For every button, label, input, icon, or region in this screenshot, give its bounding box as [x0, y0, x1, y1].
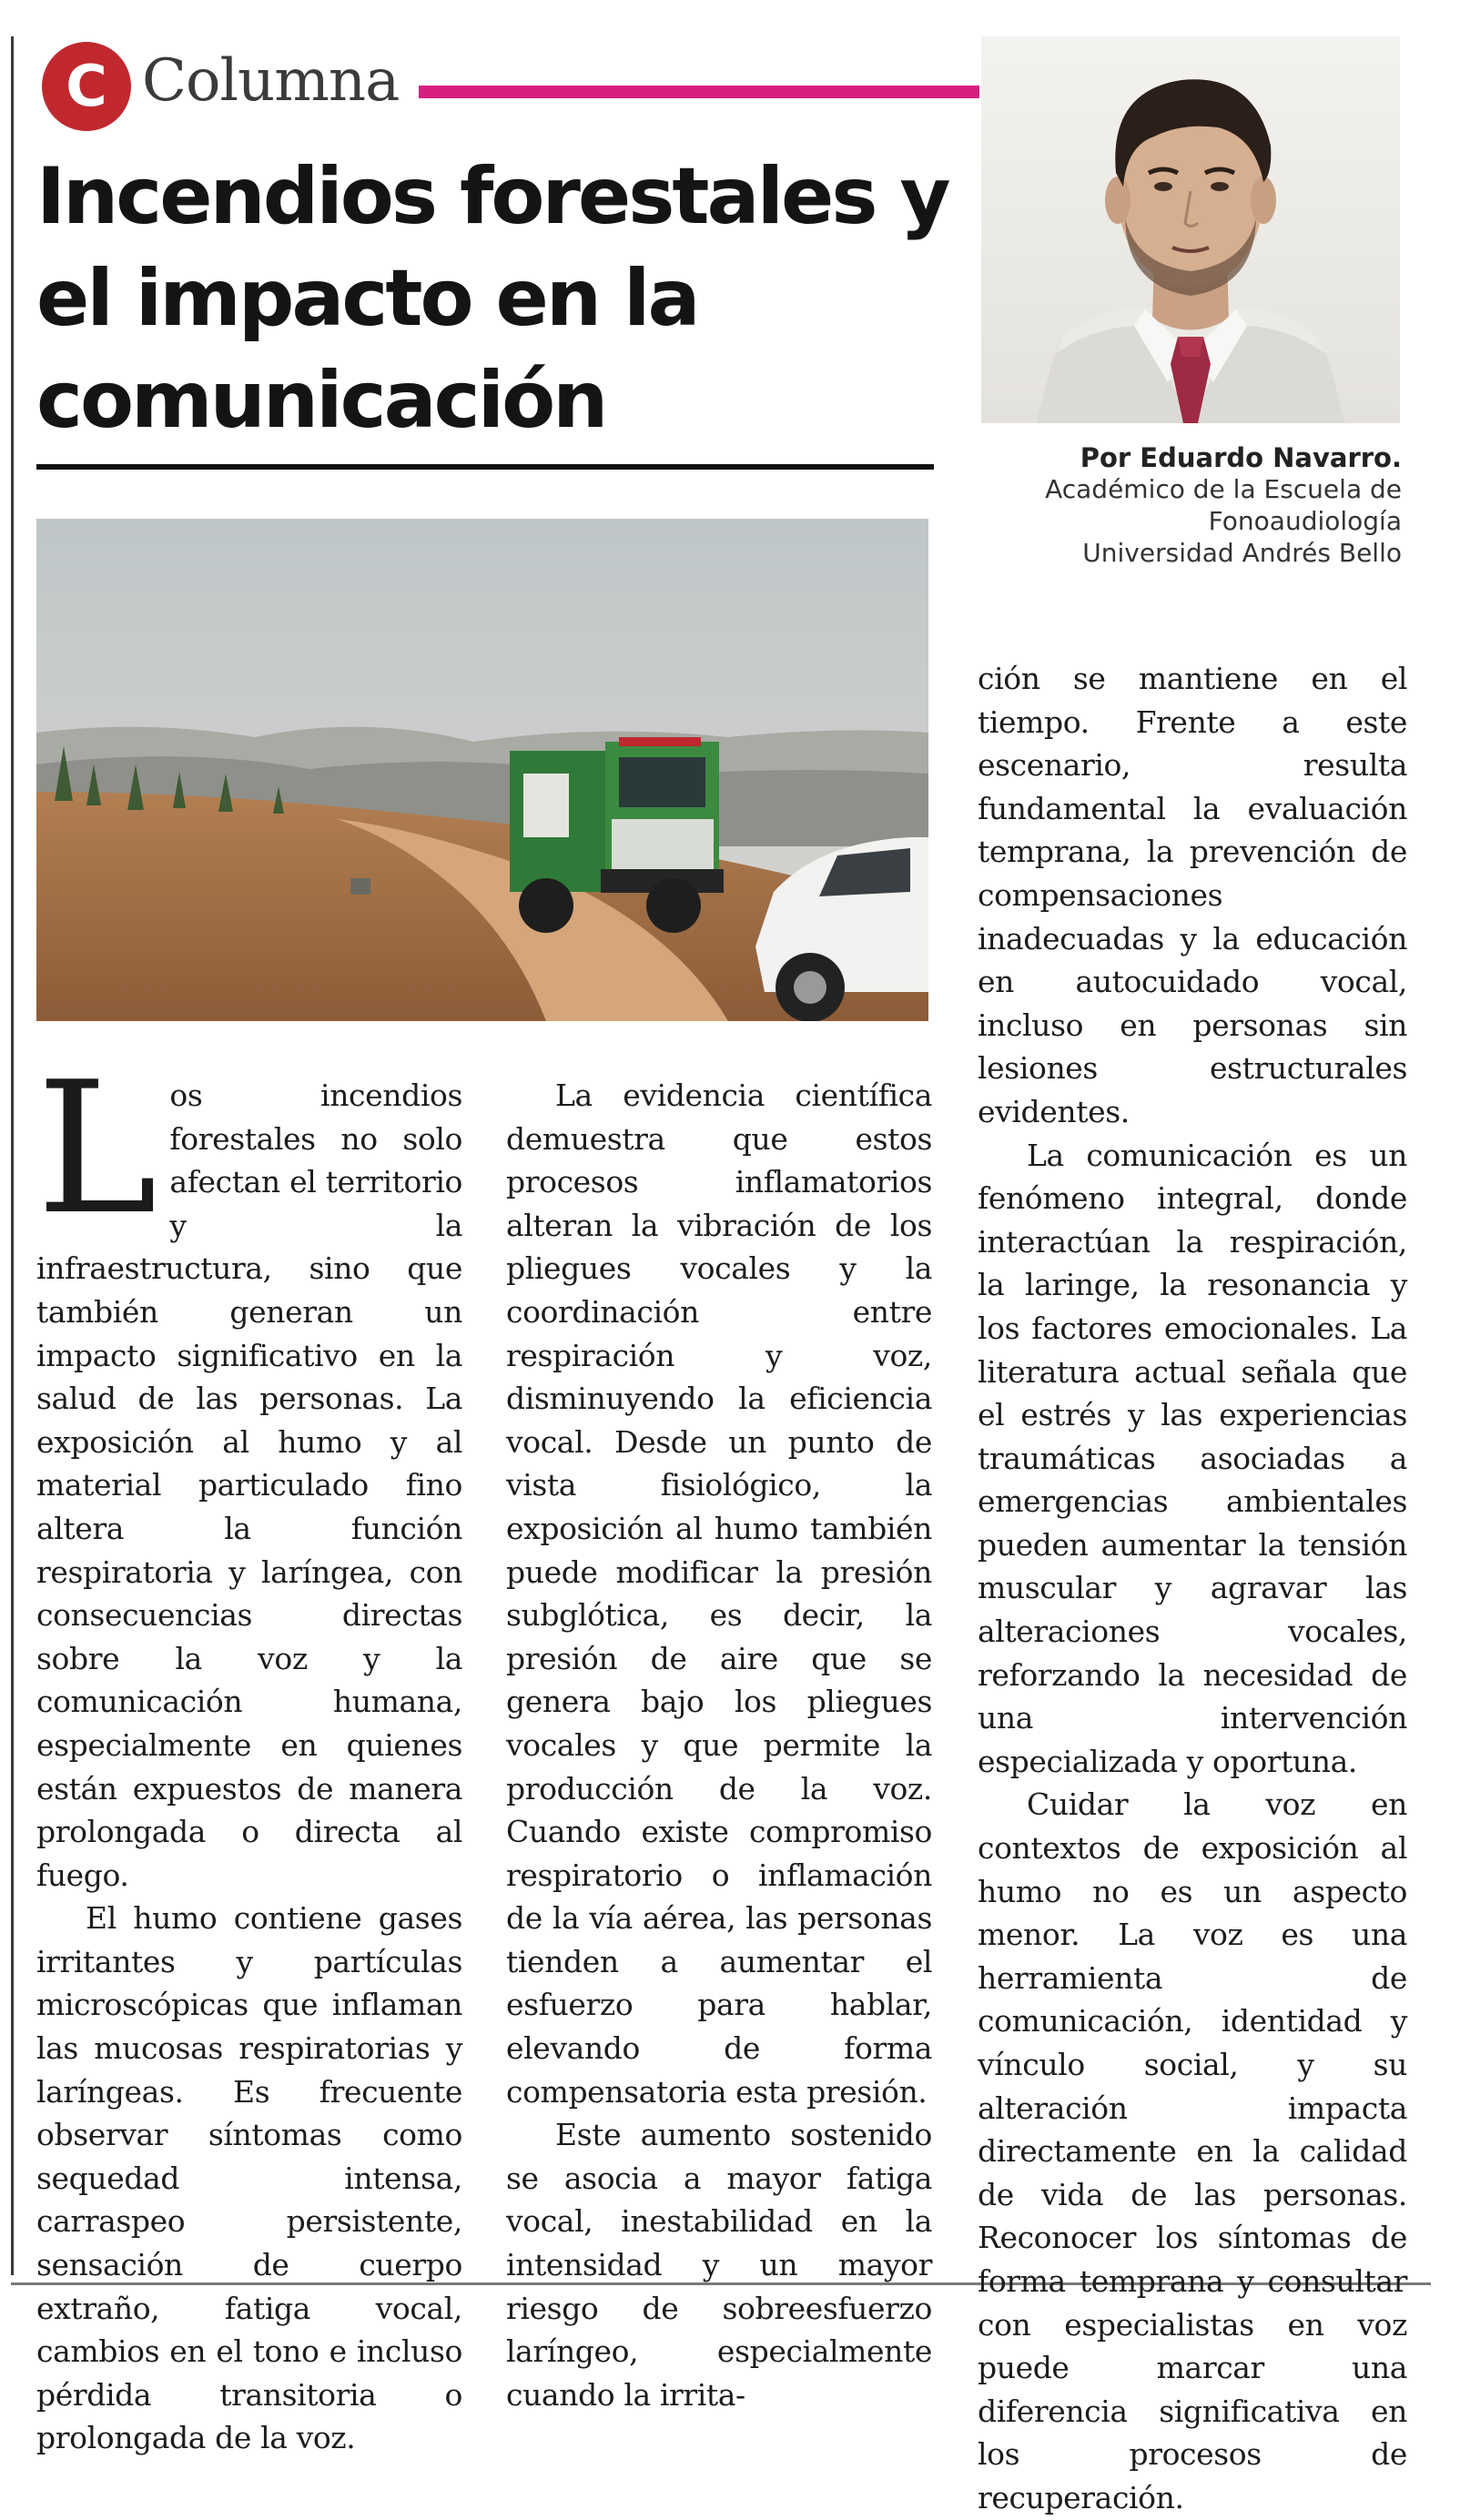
page-border-left [11, 36, 14, 2275]
article-paragraph: La comunicación es un fenómeno integral, donde interactúan la respiración, la laringe, la resonancia y los factores emocionales. La literatura actual señala que el estrés y las experiencias traumáticas asociadas a emergencias ambientales pueden aumentar la tensión muscular y agravar las alteraciones vocales, reforzando la necesidad de una intervención especializada y oportuna. [978, 1137, 1407, 1779]
article-paragraph: ción se mantiene en el tiempo. Frente a este escenario, resulta fundamental la evaluación temprana, la prevención de compensaciones inadecuadas y la educación en autocuidado vocal, incluso en personas sin lesiones estructurales evidentes. [978, 661, 1407, 1129]
section-label: Columna [142, 47, 400, 115]
drop-cap: L [36, 1043, 157, 1255]
article-paragraph: El humo contiene gases irritantes y partículas microscópicas que inflaman las mucosas respiratorias y laríngeas. Es frecuente observar síntomas como sequedad intensa, carraspeo persistente, sensación de cuerpo extraño, fatiga vocal, cambios en el tono e incluso pérdida transitoria o prolongada de la voz. [36, 1900, 462, 2456]
accent-rule [419, 86, 979, 98]
author-name: Por Eduardo Navarro. [1080, 442, 1402, 473]
author-portrait [981, 36, 1400, 423]
article-paragraph: Este aumento sostenido se asocia a mayor fatiga vocal, inestabilidad en la intensidad y un mayor riesgo de sobreesfuerzo laríngeo, especialmente cuando la irrita- [506, 2117, 932, 2413]
section-badge: C [42, 42, 131, 131]
article-paragraph: La evidencia científica demuestra que estos procesos inflamatorios alteran la vibración de los pliegues vocales y la coordinación entre respiración y voz, disminuyendo la eficiencia vocal. Desde un punto de vista fisiológico, la exposición al humo también puede modificar la presión subglótica, es decir, la presión de aire que se genera bajo los pliegues vocales y que permite la producción de la voz. Cuando existe compromiso respiratorio o inflamación de la vía aérea, las personas tienden a aumentar el esfuerzo para hablar, elevando de forma compensatoria esta presión. [506, 1078, 932, 2110]
paragraph-text: os incendios forestales no solo afectan el territorio y la infraestructura, sino que también generan un impacto significativo en la salud de las personas. La exposición al humo y al material particulado fino altera la función respiratoria y laríngea, con consecuencias directas sobre la voz y la comunicación humana, especialmente en quienes están expuestos de manera prolongada o directa al fuego. [36, 1078, 462, 1893]
author-role-line: Universidad Andrés Bello [1082, 538, 1402, 568]
article-column-1 [36, 1043, 462, 2460]
article-column-2 [506, 1074, 932, 2416]
fire-truck-photo [36, 519, 928, 1021]
headline: Incendios forestales y el impacto en la comunicación [36, 151, 948, 446]
author-role-line: Fonoaudiología [1208, 506, 1402, 536]
article-paragraph: Cuidar la voz en contextos de exposición al humo no es un aspecto menor. La voz es una herramienta de comunicación, identidad y vínculo social, y su alteración impacta directamente en la calidad de vida de las personas. Reconocer los síntomas de forma temprana y consultar con especialistas en voz puede marcar una diferencia significativa en los procesos de recuperación. [978, 1786, 1407, 2515]
author-role [1045, 473, 1402, 569]
article-paragraph [36, 1043, 462, 1897]
article-column-3 [978, 657, 1407, 2520]
headline-rule [36, 464, 934, 470]
author-role-line: Académico de la Escuela de [1045, 474, 1402, 504]
